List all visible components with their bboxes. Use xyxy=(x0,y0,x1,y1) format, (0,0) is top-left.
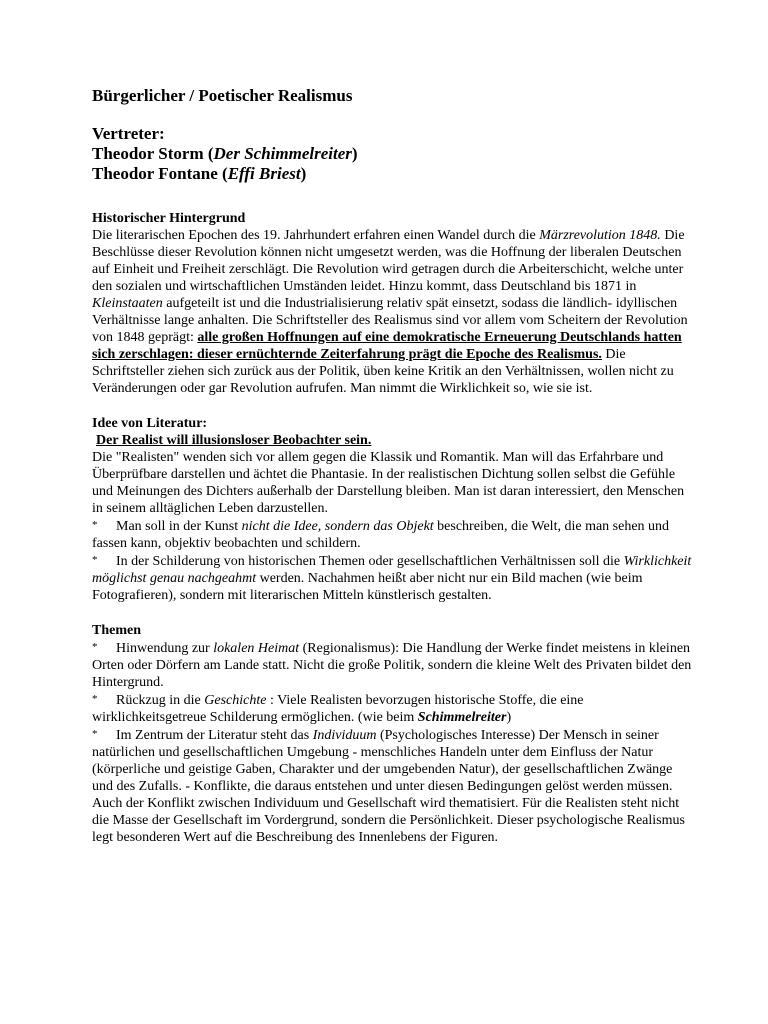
vertreter-block xyxy=(92,124,692,184)
bullet-star-icon: * xyxy=(92,693,98,705)
author-storm: Theodor Storm (Der Schimmelreiter) xyxy=(92,144,358,163)
section-historischer-hintergrund xyxy=(92,210,692,397)
section-idee-von-literatur xyxy=(92,415,692,604)
paragraph: Die "Realisten" wenden sich vor allem gegen die Klassik und Romantik. Man will das Erfahrbare und Überprüfbare darstellen und ächtet die Phantasie. In der realistischen Dichtung sollen selbst die Gefühle und Meinungen des Dichters außerhalb der Darstellung bleiben. Man ist daran interessiert, den Menschen in seinem alltäglichen Leben darzustellen. xyxy=(92,450,685,516)
author-fontane: Theodor Fontane (Effi Briest) xyxy=(92,164,307,183)
section-heading: Historischer Hintergrund xyxy=(92,211,246,226)
emphasis-underlined: alle großen Hoffnungen auf eine demokratische Erneuerung Deutschlands hatten sich zerschlagen: dieser ernüchternde Zeiterfahrung prägt die Epoche des Realismus. xyxy=(92,330,682,362)
work-title: Effi Briest xyxy=(227,164,301,183)
list-item: * Rückzug in die Geschichte : Viele Realisten bevorzugen historische Stoffe, die eine wirklichkeitsgetreue Schilderung ermöglichen. (wie beim Schimmelreiter) xyxy=(92,693,584,725)
section-themen xyxy=(92,622,692,846)
bullet-star-icon: * xyxy=(92,641,98,653)
list-item: * Hinwendung zur lokalen Heimat (Regionalismus): Die Handlung der Werke findet meistens in kleinen Orten oder Dörfern am Lande statt. Nicht die große Politik, sondern die kleine Welt des Privaten bildet den Hintergrund. xyxy=(92,641,692,690)
vertreter-label: Vertreter: xyxy=(92,124,165,143)
list-item: * Man soll in der Kunst nicht die Idee, sondern das Objekt beschreiben, die Welt, die man sehen und fassen kann, objektiv beobachten und schildern. xyxy=(92,519,670,551)
section-heading: Themen xyxy=(92,623,141,638)
bullet-star-icon: * xyxy=(92,728,98,740)
section-heading: Idee von Literatur: xyxy=(92,416,208,431)
list-item: * In der Schilderung von historischen Themen oder gesellschaftlichen Verhältnissen soll die Wirklichkeit möglichst genau nachgeahmt werden. Nachahmen heißt aber nicht nur ein Bild machen (wie beim Fotografieren), sondern mit literarischen Mitteln künstlerisch gestalten. xyxy=(92,554,692,603)
bullet-star-icon: * xyxy=(92,519,98,531)
work-title: Der Schimmelreiter xyxy=(213,144,352,163)
paragraph: Die literarischen Epochen des 19. Jahrhundert erfahren einen Wandel durch die Märzrevolution 1848. Die Beschlüsse dieser Revolution können nicht umgesetzt werden, was die Hoffnung der liberalen Deutschen auf Einheit und Freiheit zerschlägt. Die Revolution wird getragen durch die Arbeiterschicht, welche unter den sozialen und wirtschaftlichen Umständen leidet. Hinzu kommt, dass Deutschland bis 1871 in Kleinstaaten aufgeteilt ist und die Industrialisierung relativ spät einsetzt, sodass die ländlich- idyllischen Verhältnisse lange anhalten. Die Schriftsteller des Realismus sind vor allem vom Scheitern der Revolution von 1848 geprägt: alle großen Hoffnungen auf eine demokratische Erneuerung Deutschlands hatten sich zerschlagen: dieser ernüchternde Zeiterfahrung prägt die Epoche des Realismus. Die Schriftsteller ziehen sich zurück aus der Politik, üben keine Kritik an den Verhältnissen, wollen nicht zu Veränderungen oder gar Revolution aufrufen. Man nimmt die Wirklichkeit so, wie sie ist. xyxy=(92,228,688,396)
document-title: Bürgerlicher / Poetischer Realismus xyxy=(92,86,353,105)
list-item: * Im Zentrum der Literatur steht das Individuum (Psychologisches Interesse) Der Mensch in seiner natürlichen und gesellschaftlichen Umgebung - menschliches Handeln unter dem Einfluss der Natur (körperliche und geistige Gaben, Charakter und der umgebenden Natur), der gesellschaftlichen Zwänge und des Zufalls. - Konflikte, die daraus entstehen und unter diesen Bedingungen gelöst werden müssen. Auch der Konflikt zwischen Individuum und Gesellschaft wird thematisiert. Für die Realisten steht nicht die Masse der Gesellschaft im Vordergrund, sondern die Persönlichkeit. Dieser psychologische Realismus legt besonderen Wert auf die Beschreibung des Innenlebens der Figuren. xyxy=(92,728,685,845)
document-content xyxy=(92,86,692,846)
section-subheading: Der Realist will illusionsloser Beobachter sein. xyxy=(96,433,372,448)
bullet-star-icon: * xyxy=(92,554,98,566)
